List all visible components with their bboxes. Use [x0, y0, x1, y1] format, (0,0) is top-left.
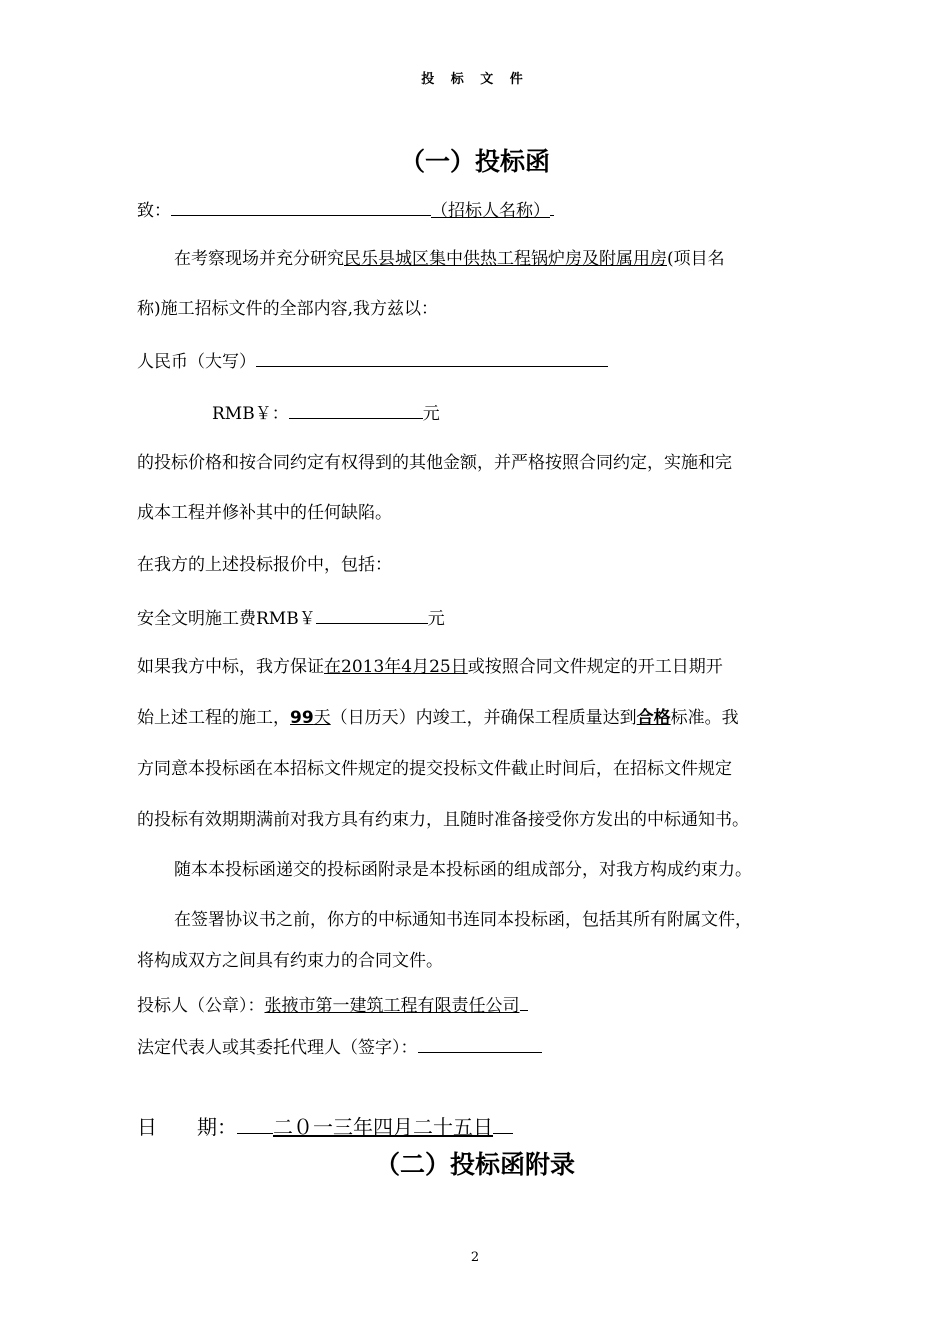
- para6-line2: 将构成双方之间具有约束力的合同文件。: [137, 951, 443, 971]
- para6-line1: 在签署协议书之前，你方的中标通知书连同本投标函，包括其所有附属文件，: [174, 910, 752, 930]
- bidder-line: 投标人（公章）：张掖市第一建筑工程有限责任公司: [137, 992, 528, 1017]
- signing-date: 二０一三年四月二十五日: [273, 1115, 493, 1139]
- project-name: 民乐县城区集中供热工程锅炉房及附属用房: [344, 249, 667, 269]
- quality-standard: 合格: [636, 708, 671, 728]
- legal-rep-line: 法定代表人或其委托代理人（签字）：: [137, 1034, 542, 1059]
- bidder-name: 张掖市第一建筑工程有限责任公司: [264, 996, 520, 1016]
- duration-days: 99: [290, 708, 314, 728]
- rmb-number-line: RMB￥： 元: [212, 400, 440, 425]
- para4-line1: 如果我方中标，我方保证在2013年4月25日或按照合同文件规定的开工日期开: [137, 657, 723, 677]
- section-title-bid-letter: （一）投标函: [399, 147, 550, 176]
- to-line: [137, 197, 554, 222]
- rmb-number-blank: [289, 400, 423, 419]
- tenderer-name-hint: （招标人名称）: [431, 201, 550, 221]
- para5: 随本本投标函递交的投标函附录是本投标函的组成部分，对我方构成约束力。: [174, 860, 752, 880]
- page-header: 投 标 文 件: [421, 72, 529, 87]
- section-title-appendix: （二）投标函附录: [374, 1150, 575, 1179]
- rmb-upper-blank: [256, 348, 608, 367]
- rmb-upper-line: 人民币（大写）: [137, 348, 608, 373]
- page-number: 2: [470, 1250, 480, 1265]
- safety-fee-blank: [316, 605, 428, 624]
- para1-line2: 称)施工招标文件的全部内容,我方兹以：: [137, 299, 439, 319]
- para3: 在我方的上述投标报价中，包括：: [137, 555, 392, 575]
- to-prefix: 致：: [137, 201, 171, 221]
- para1-line1: 在考察现场并充分研究民乐县城区集中供热工程锅炉房及附属用房(项目名: [174, 249, 725, 269]
- safety-fee-line: 安全文明施工费RMB￥ 元: [137, 605, 445, 630]
- para4-line3: 方同意本投标函在本招标文件规定的提交投标文件截止时间后，在招标文件规定: [137, 759, 732, 779]
- para2-line1: 的投标价格和按合同约定有权得到的其他金额，并严格按照合同约定，实施和完: [137, 453, 732, 473]
- signature-blank: [418, 1034, 542, 1053]
- start-date: 在2013年4月25日: [324, 657, 468, 677]
- duration-unit: 天: [313, 708, 331, 728]
- para4-line4: 的投标有效期期满前对我方具有约束力，且随时准备接受你方发出的中标通知书。: [137, 810, 749, 830]
- para2-line2: 成本工程并修补其中的任何缺陷。: [137, 503, 392, 523]
- para4-line2: 始上述工程的施工，99天（日历天）内竣工，并确保工程质量达到合格标准。我: [137, 708, 739, 728]
- date-line: 日 期： 二０一三年四月二十五日: [137, 1113, 513, 1139]
- tenderer-name-blank: [171, 197, 431, 216]
